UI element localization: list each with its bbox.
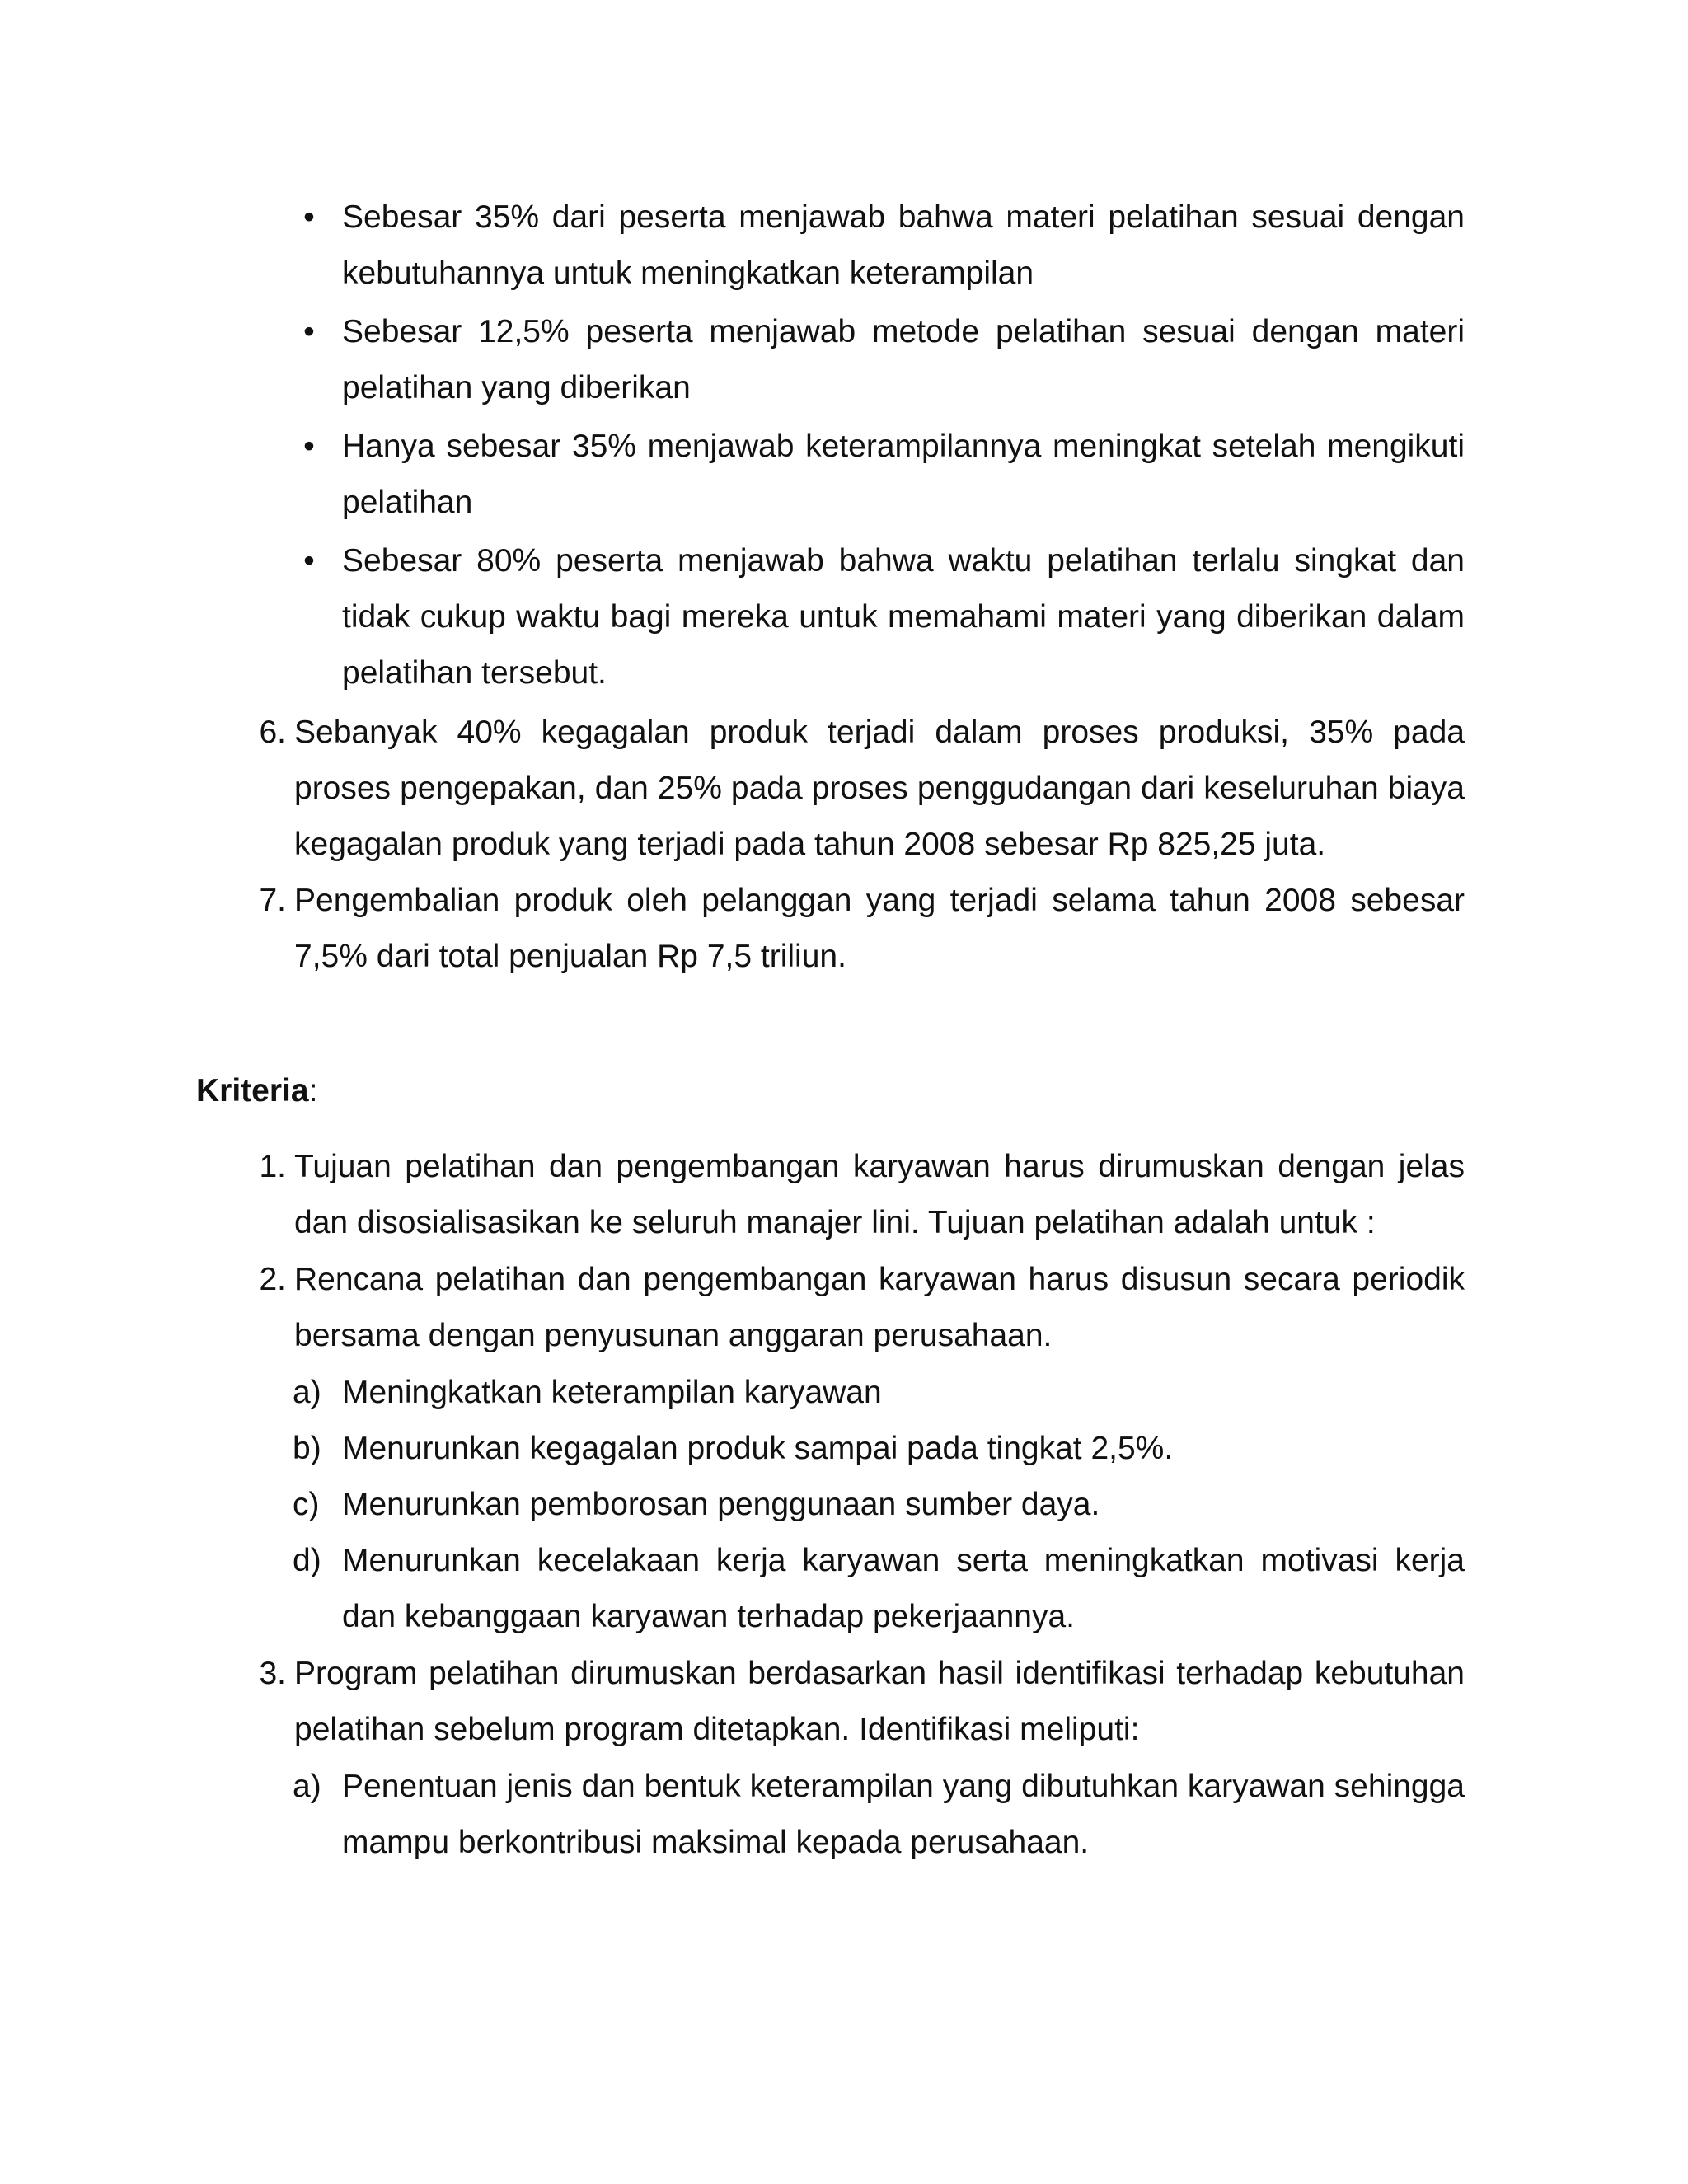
sub-item-letter: c) [293, 1487, 320, 1522]
bullet-text: Sebesar 12,5% peserta menjawab metode pelatihan sesuai dengan materi pelatihan yang diberikan [342, 314, 1465, 405]
item-text: Rencana pelatihan dan pengembangan karyawan harus disusun secara periodik bersama dengan penyusunan anggaran perusahaan. [294, 1262, 1465, 1353]
item-text: Tujuan pelatihan dan pengembangan karyawan harus dirumuskan dengan jelas dan disosialisasikan ke seluruh manajer lini. Tujuan pelatihan adalah untuk : [294, 1149, 1465, 1240]
sub-item-text: Menurunkan kegagalan produk sampai pada tingkat 2,5%. [342, 1431, 1174, 1466]
sub-item [293, 1421, 1465, 1477]
sub-item [293, 1759, 1465, 1871]
heading-colon: : [308, 1073, 318, 1108]
sub-item-letter: a) [293, 1375, 321, 1410]
sub-item [293, 1533, 1465, 1645]
bullet-text: Hanya sebesar 35% menjawab keterampilannya meningkat setelah mengikuti pelatihan [342, 429, 1465, 520]
item-text: Sebanyak 40% kegagalan produk terjadi dalam proses produksi, 35% pada proses pengepakan, dan 25% pada proses penggudangan dari keseluruhan biaya kegagalan produk yang terjadi pada tahun 2008 sebesar Rp 825,25 juta. [294, 715, 1465, 862]
bullet-item [303, 419, 1465, 531]
heading-bold: Kriteria [196, 1073, 309, 1108]
numbered-item [259, 1646, 1465, 1758]
sub-item [293, 1477, 1465, 1533]
sub-item-text: Meningkatkan keterampilan karyawan [342, 1375, 882, 1410]
item-number: 7. [259, 883, 286, 918]
item-number: 3. [259, 1656, 286, 1691]
sub-item-letter: a) [293, 1769, 321, 1804]
bullet-marker: • [303, 199, 315, 235]
sub-item-text: Menurunkan kecelakaan kerja karyawan serta meningkatkan motivasi kerja dan kebanggaan karyawan terhadap pekerjaannya. [342, 1543, 1465, 1634]
item-text: Program pelatihan dirumuskan berdasarkan hasil identifikasi terhadap kebutuhan pelatihan sebelum program ditetapkan. Identifikasi meliputi: [294, 1656, 1465, 1747]
bullet-marker: • [303, 543, 315, 579]
numbered-item [259, 1139, 1465, 1251]
numbered-item [259, 873, 1465, 985]
bullet-text: Sebesar 35% dari peserta menjawab bahwa materi pelatihan sesuai dengan kebutuhannya untuk meningkatkan keterampilan [342, 199, 1465, 291]
sub-item-letter: b) [293, 1431, 321, 1466]
bullet-item [303, 190, 1465, 302]
sub-item-letter: d) [293, 1543, 321, 1578]
item-number: 2. [259, 1262, 286, 1297]
item-number: 1. [259, 1149, 286, 1184]
sub-item-text: Menurunkan pemborosan penggunaan sumber daya. [342, 1487, 1100, 1522]
bullet-text: Sebesar 80% peserta menjawab bahwa waktu pelatihan terlalu singkat dan tidak cukup waktu bagi mereka untuk memahami materi yang diberikan dalam pelatihan tersebut. [342, 543, 1465, 691]
section-heading [196, 1063, 317, 1119]
bullet-item [303, 304, 1465, 416]
sub-item [293, 1365, 1465, 1421]
bullet-item [303, 533, 1465, 701]
sub-item-text: Penentuan jenis dan bentuk keterampilan yang dibutuhkan karyawan sehingga mampu berkontribusi maksimal kepada perusahaan. [342, 1769, 1465, 1860]
item-number: 6. [259, 715, 286, 750]
item-text: Pengembalian produk oleh pelanggan yang terjadi selama tahun 2008 sebesar 7,5% dari total penjualan Rp 7,5 triliun. [294, 883, 1465, 974]
numbered-item [259, 1252, 1465, 1364]
bullet-marker: • [303, 314, 315, 349]
numbered-item [259, 705, 1465, 873]
bullet-marker: • [303, 429, 315, 464]
